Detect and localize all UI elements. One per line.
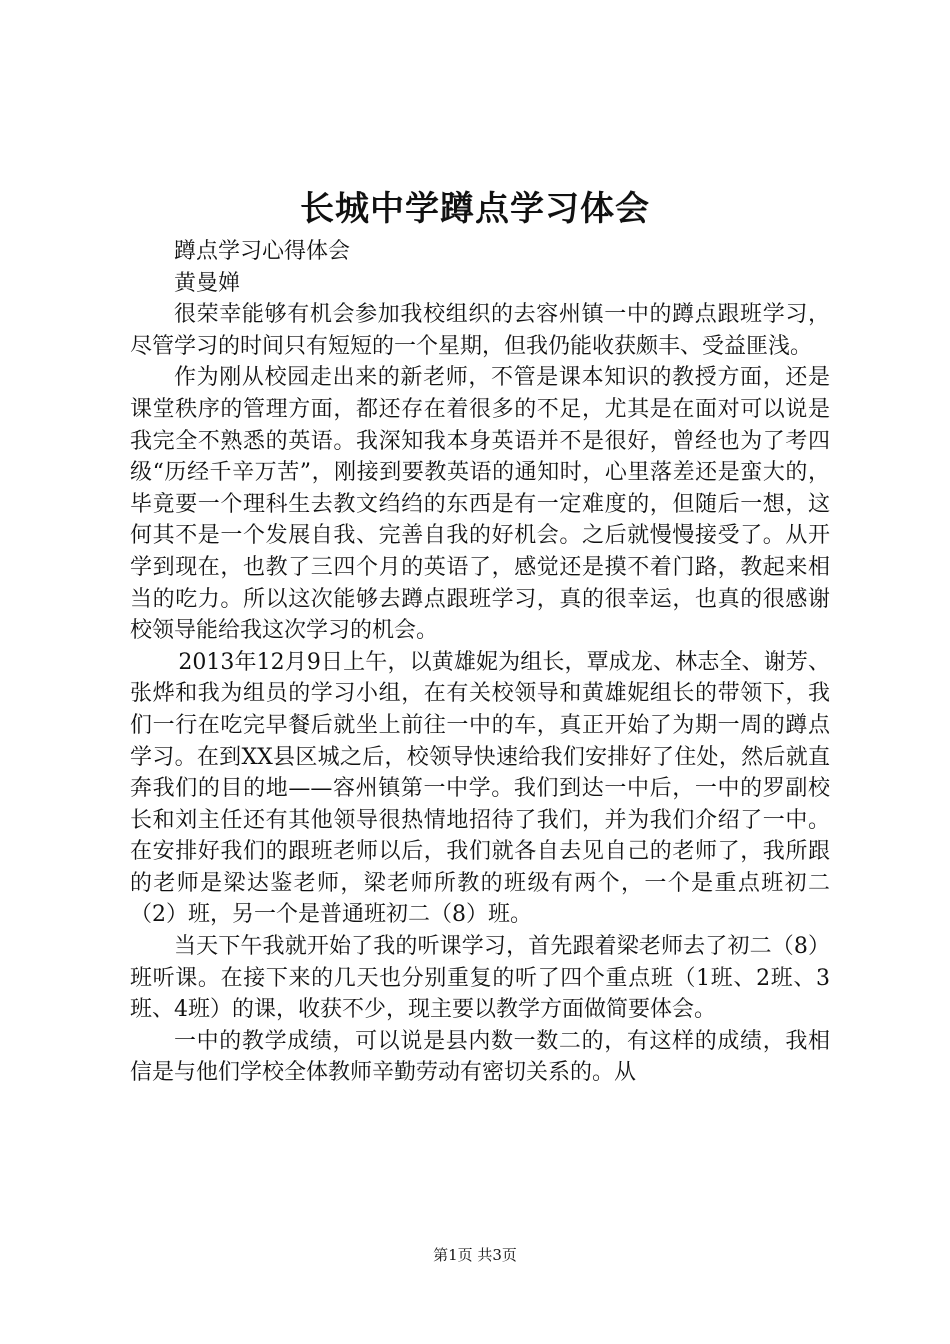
document-body [130,236,830,1089]
body-paragraph: 2013年12月9日上午，以黄雄妮为组长，覃成龙、林志全、谢芳、张烨和我为组员的学习小组，在有关校领导和黄雄妮组长的带领下，我们一行在吃完早餐后就坐上前往一中的车，真正开始了为期一周的蹲点学习。在到XX县区城之后，校领导快速给我们安排好了住处，然后就直奔我们的目的地——容州镇第一中学。我们到达一中后，一中的罗副校长和刘主任还有其他领导很热情地招待了我们，并为我们介绍了一中。在安排好我们的跟班老师以后，我们就各自去见自己的老师了，我所跟的老师是梁达鉴老师，梁老师所教的班级有两个，一个是重点班初二（2）班，另一个是普通班初二（8）班。 [130,649,830,928]
body-paragraph: 一中的教学成绩，可以说是县内数一数二的，有这样的成绩，我相信是与他们学校全体教师辛勤劳动有密切关系的。从 [130,1028,830,1086]
body-paragraph: 当天下午我就开始了我的听课学习，首先跟着梁老师去了初二（8）班听课。在接下来的几天也分别重复的听了四个重点班（1班、2班、3班、4班）的课，收获不少，现主要以教学方面做简要体会。 [130,934,830,1023]
page-number-footer: 第1页 共3页 [433,1246,517,1264]
author-paragraph: 黄曼婵 [174,270,241,296]
subtitle-paragraph: 蹲点学习心得体会 [174,239,351,264]
body-paragraph: 作为刚从校园走出来的新老师，不管是课本知识的教授方面，还是课堂秩序的管理方面，都还存在着很多的不足，尤其是在面对可以说是我完全不熟悉的英语。我深知我本身英语并不是很好，曾经也为了考四级“历经千辛万苦”，刚接到要教英语的通知时，心里落差还是蛮大的，毕竟要一个理科生去教文绉绉的东西是有一定难度的，但随后一想，这何其不是一个发展自我、完善自我的好机会。之后就慢慢接受了。从开学到现在，也教了三四个月的英语了，感觉还是摸不着门路，教起来相当的吃力。所以这次能够去蹲点跟班学习，真的很幸运，也真的很感谢校领导能给我这次学习的机会。 [130,365,830,644]
document-title: 长城中学蹲点学习体会 [300,189,650,229]
body-paragraph: 很荣幸能够有机会参加我校组织的去容州镇一中的蹲点跟班学习，尽管学习的时间只有短短的一个星期，但我仍能收获颇丰、受益匪浅。 [130,302,830,359]
